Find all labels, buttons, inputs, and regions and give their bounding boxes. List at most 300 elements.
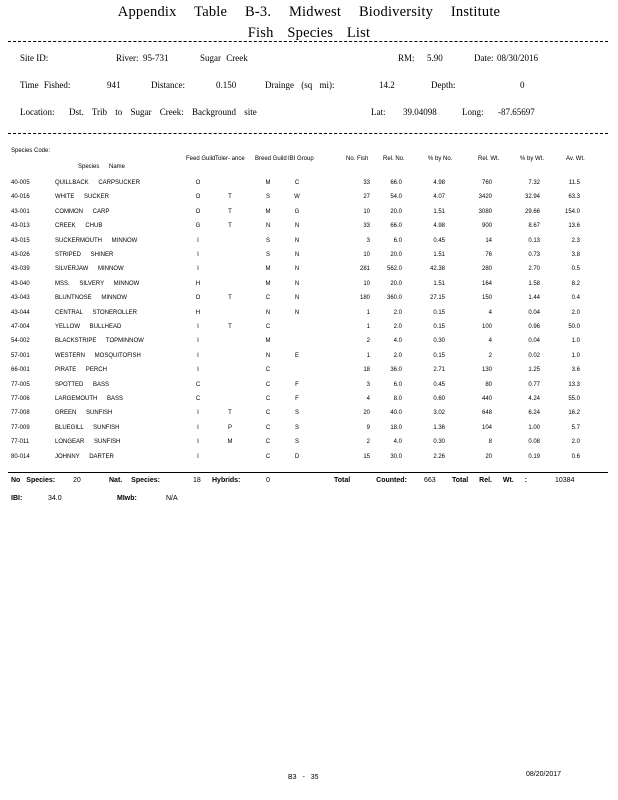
cell-pct-no: 4.98 — [433, 180, 445, 186]
cell-breed-guild: C — [265, 381, 271, 388]
cell-rel-wt: 3420 — [478, 194, 492, 201]
cell-av-wt: 13.6 — [568, 223, 580, 230]
cell-rel-no: 20.0 — [390, 208, 402, 215]
distance-value: 0.150 — [216, 80, 237, 90]
nat-species-label: Nat. Species: — [109, 477, 160, 484]
cell-no-fish: 3 — [366, 237, 370, 244]
cell-species-name: YELLOW BULLHEAD — [55, 324, 122, 330]
cell-av-wt: 154.0 — [564, 208, 580, 215]
cell-av-wt: 13.3 — [568, 381, 580, 388]
cell-pct-no: 0.15 — [433, 352, 445, 359]
cell-av-wt: 5.7 — [571, 424, 580, 431]
header-tol: Toler- ance — [215, 156, 245, 162]
cell-rel-no: 40.0 — [390, 410, 402, 417]
cell-breed-guild: C — [265, 424, 271, 431]
table-bottom-rule — [8, 472, 608, 473]
cell-no-fish: 1 — [366, 324, 370, 330]
header-relno: Rel. No. — [383, 156, 405, 162]
cell-rel-no: 20.0 — [390, 252, 402, 258]
cell-ibi-group: S — [294, 424, 299, 431]
table-row — [0, 395, 618, 405]
cell-no-fish: 1 — [366, 352, 370, 359]
cell-feed-guild: I — [197, 266, 199, 273]
cell-ibi-group: G — [294, 208, 300, 215]
ibi-label: IBI: — [11, 495, 23, 502]
table-row — [0, 409, 618, 419]
cell-breed-guild: C — [265, 453, 271, 460]
cell-breed-guild: M — [265, 208, 271, 215]
print-date: 08/20/2017 — [526, 771, 562, 778]
cell-rel-wt: 8 — [488, 439, 492, 446]
cell-rel-no: 36.0 — [390, 367, 402, 374]
header-breed: Breed Guild — [255, 156, 287, 162]
cell-species-name: CREEK CHUB — [55, 223, 103, 230]
header-relwt: Rel. Wt. — [478, 156, 500, 162]
cell-pct-no: 0.60 — [433, 396, 445, 402]
cell-no-fish: 2 — [366, 439, 370, 446]
cell-code: 57-001 — [11, 352, 30, 359]
total-counted-value: 663 — [424, 477, 436, 484]
cell-breed-guild: N — [265, 223, 271, 230]
cell-pct-no: 1.51 — [433, 280, 445, 287]
cell-pct-no: 0.45 — [433, 381, 445, 388]
cell-species-name: COMMON CARP — [55, 208, 110, 215]
date-value: 08/30/2016 — [497, 53, 539, 63]
long-value: -87.65697 — [498, 107, 535, 117]
cell-code: 77-011 — [11, 439, 30, 446]
cell-code: 43-015 — [11, 237, 30, 244]
cell-breed-guild: M — [265, 266, 271, 273]
cell-pct-wt: 0.77 — [528, 381, 540, 388]
cell-no-fish: 15 — [363, 453, 370, 460]
cell-species-name: SPOTTED BASS — [55, 381, 110, 388]
cell-breed-guild: M — [265, 338, 271, 345]
cell-feed-guild: I — [197, 453, 199, 460]
distance-label: Distance: — [151, 80, 185, 90]
table-row — [0, 438, 618, 448]
cell-pct-no: 4.07 — [433, 194, 445, 201]
cell-rel-no: 2.0 — [393, 309, 402, 316]
cell-breed-guild: C — [265, 324, 271, 330]
report-subtitle: Fish Species List — [247, 25, 371, 41]
cell-av-wt: 0.5 — [571, 266, 580, 273]
cell-species-name: JOHNNY DARTER — [55, 453, 114, 460]
cell-rel-no: 6.0 — [393, 237, 402, 244]
cell-pct-wt: 0.08 — [528, 439, 540, 446]
cell-ibi-group: N — [294, 252, 300, 258]
cell-rel-wt: 760 — [481, 180, 492, 186]
cell-species-name: WESTERN MOSQUITOFISH — [55, 352, 141, 359]
cell-rel-wt: 20 — [485, 453, 492, 460]
cell-feed-guild: G — [195, 223, 201, 230]
header-pctwt: % by Wt. — [520, 156, 545, 162]
cell-av-wt: 63.3 — [568, 194, 580, 201]
cell-tolerance: T — [228, 223, 232, 230]
cell-ibi-group: S — [294, 410, 299, 417]
cell-rel-no: 360.0 — [386, 295, 402, 302]
cell-pct-no: 27.15 — [429, 295, 445, 302]
cell-ibi-group: N — [294, 309, 300, 316]
cell-no-fish: 20 — [363, 410, 370, 417]
cell-pct-wt: 8.67 — [528, 223, 540, 230]
cell-ibi-group: N — [294, 237, 300, 244]
cell-tolerance: M — [227, 439, 233, 446]
cell-feed-guild: I — [197, 410, 199, 417]
location-value: Dst. Trib to Sugar Creek: Background site — [69, 107, 257, 117]
cell-breed-guild: M — [265, 180, 271, 186]
cell-code: 54-002 — [11, 338, 30, 345]
cell-species-name: BLUNTNOSE MINNOW — [55, 295, 128, 302]
cell-feed-guild: I — [197, 338, 199, 345]
cell-breed-guild: C — [265, 295, 271, 302]
cell-no-fish: 10 — [363, 208, 370, 215]
cell-feed-guild: H — [195, 309, 201, 316]
miwb-value: N/A — [166, 495, 178, 502]
cell-code: 77-006 — [11, 396, 30, 402]
cell-tolerance: T — [228, 410, 232, 417]
table-row — [0, 222, 618, 232]
stream-name: Sugar Creek — [200, 53, 248, 63]
table-row — [0, 337, 618, 347]
cell-species-name: SUCKERMOUTH MINNOW — [55, 237, 138, 244]
cell-pct-wt: 0.04 — [528, 338, 540, 345]
lat-label: Lat: — [371, 107, 386, 117]
table-row — [0, 179, 618, 189]
cell-av-wt: 0.4 — [571, 295, 580, 302]
title-divider — [8, 41, 608, 42]
table-row — [0, 251, 618, 261]
cell-pct-wt: 0.73 — [528, 252, 540, 258]
cell-ibi-group: F — [295, 396, 299, 402]
table-row — [0, 265, 618, 275]
cell-tolerance: T — [228, 194, 232, 201]
cell-feed-guild: I — [197, 439, 199, 446]
cell-pct-wt: 29.66 — [524, 208, 540, 215]
cell-rel-wt: 280 — [481, 266, 492, 273]
cell-pct-no: 2.71 — [433, 367, 445, 374]
cell-code: 66-001 — [11, 367, 30, 374]
cell-pct-no: 1.51 — [433, 208, 445, 215]
cell-pct-wt: 1.58 — [528, 280, 540, 287]
depth-value: 0 — [520, 80, 525, 90]
cell-pct-wt: 0.13 — [528, 237, 540, 244]
river-value: 95-731 — [143, 53, 169, 63]
total-counted-label: Total Counted: — [334, 477, 407, 484]
cell-pct-wt: 32.94 — [524, 194, 540, 201]
cell-species-name: STRIPED SHINER — [55, 252, 114, 258]
cell-rel-wt: 130 — [481, 367, 492, 374]
table-row — [0, 381, 618, 391]
cell-feed-guild: O — [195, 295, 201, 302]
cell-feed-guild: H — [195, 280, 201, 287]
cell-breed-guild: C — [265, 367, 271, 374]
drainage-value: 14.2 — [379, 80, 395, 90]
cell-species-name: WHITE SUCKER — [55, 194, 110, 201]
cell-code: 77-005 — [11, 381, 30, 388]
cell-rel-no: 8.0 — [393, 396, 402, 402]
cell-species-name: QUILLBACK CARPSUCKER — [55, 180, 141, 186]
time-fished-label: Time Fished: — [20, 80, 71, 90]
site-id-label: Site ID: — [20, 53, 49, 63]
no-species-value: 20 — [73, 477, 81, 484]
cell-pct-no: 0.45 — [433, 237, 445, 244]
header-code: Species Code: — [11, 148, 51, 154]
time-fished-value: 941 — [107, 80, 121, 90]
ibi-value: 34.0 — [48, 495, 62, 502]
cell-rel-wt: 4 — [488, 338, 492, 345]
cell-no-fish: 4 — [366, 396, 370, 402]
cell-no-fish: 281 — [359, 266, 370, 273]
cell-ibi-group: W — [294, 194, 300, 201]
cell-rel-wt: 76 — [485, 252, 492, 258]
cell-pct-no: 1.36 — [433, 424, 445, 431]
header-pctno: % by No. — [428, 156, 453, 162]
table-row — [0, 193, 618, 203]
cell-species-name: BLACKSTRIPE TOPMINNOW — [55, 338, 144, 345]
cell-ibi-group: D — [294, 453, 300, 460]
cell-species-name: BLUEGILL SUNFISH — [55, 424, 120, 431]
cell-rel-no: 30.0 — [390, 453, 402, 460]
cell-ibi-group: F — [295, 381, 299, 388]
cell-breed-guild: S — [265, 237, 270, 244]
cell-av-wt: 50.0 — [568, 324, 580, 330]
table-row — [0, 294, 618, 304]
cell-feed-guild: C — [195, 396, 201, 402]
cell-av-wt: 16.2 — [568, 410, 580, 417]
cell-breed-guild: C — [265, 396, 271, 402]
cell-species-name: CENTRAL STONEROLLER — [55, 309, 138, 316]
total-rel-wt-label: Total Rel. Wt. : — [452, 477, 528, 484]
cell-pct-no: 2.26 — [433, 453, 445, 460]
cell-av-wt: 11.5 — [568, 180, 580, 186]
cell-av-wt: 8.2 — [571, 280, 580, 287]
hybrids-label: Hybrids: — [212, 477, 241, 484]
cell-ibi-group: C — [294, 180, 300, 186]
cell-av-wt: 1.0 — [571, 352, 580, 359]
cell-rel-no: 66.0 — [390, 180, 402, 186]
cell-breed-guild: C — [265, 410, 271, 417]
cell-pct-wt: 0.19 — [528, 453, 540, 460]
cell-code: 43-040 — [11, 280, 30, 287]
cell-pct-no: 0.30 — [433, 338, 445, 345]
cell-species-name: LARGEMOUTH BASS — [55, 396, 124, 402]
table-row — [0, 237, 618, 247]
cell-code: 43-013 — [11, 223, 30, 230]
cell-code: 80-014 — [11, 453, 30, 460]
cell-pct-wt: 0.96 — [528, 324, 540, 330]
table-row — [0, 323, 618, 333]
depth-label: Depth: — [431, 80, 456, 90]
cell-no-fish: 18 — [363, 367, 370, 374]
cell-ibi-group: S — [294, 439, 299, 446]
cell-no-fish: 2 — [366, 338, 370, 345]
cell-rel-wt: 648 — [481, 410, 492, 417]
rm-label: RM: — [398, 53, 415, 63]
cell-code: 43-039 — [11, 266, 30, 273]
hybrids-value: 0 — [266, 477, 270, 484]
cell-av-wt: 3.6 — [571, 367, 580, 374]
cell-pct-no: 3.02 — [433, 410, 445, 417]
cell-rel-wt: 80 — [485, 381, 492, 388]
cell-rel-wt: 3080 — [478, 208, 492, 215]
cell-species-name: PIRATE PERCH — [55, 367, 107, 374]
cell-pct-wt: 4.24 — [528, 396, 540, 402]
table-row — [0, 453, 618, 463]
cell-av-wt: 2.0 — [571, 309, 580, 316]
table-row — [0, 280, 618, 290]
cell-rel-wt: 104 — [481, 424, 492, 431]
cell-ibi-group: N — [294, 280, 300, 287]
header-nofish: No. Fish — [346, 156, 369, 162]
cell-rel-wt: 2 — [488, 352, 492, 359]
page-number: B3 - 35 — [288, 774, 319, 781]
cell-av-wt: 1.0 — [571, 338, 580, 345]
cell-breed-guild: N — [265, 309, 271, 316]
lat-value: 39.04098 — [403, 107, 437, 117]
header-avwt: Av. Wt. — [566, 156, 585, 162]
cell-rel-wt: 900 — [481, 223, 492, 230]
cell-tolerance: P — [227, 424, 232, 431]
cell-breed-guild: S — [265, 252, 270, 258]
cell-feed-guild: I — [197, 252, 199, 258]
cell-feed-guild: O — [195, 180, 201, 186]
cell-pct-wt: 0.02 — [528, 352, 540, 359]
cell-rel-wt: 14 — [485, 237, 492, 244]
table-row — [0, 424, 618, 434]
drainage-label: Drainge (sq mi): — [265, 80, 335, 90]
total-rel-wt-value: 10384 — [555, 477, 575, 484]
cell-rel-no: 66.0 — [390, 223, 402, 230]
cell-pct-wt: 1.25 — [528, 367, 540, 374]
cell-no-fish: 10 — [363, 252, 370, 258]
cell-av-wt: 2.3 — [571, 237, 580, 244]
table-row — [0, 208, 618, 218]
header-ibi: IBI Group — [288, 156, 314, 162]
cell-no-fish: 33 — [363, 180, 370, 186]
cell-species-name: LONGEAR SUNFISH — [55, 439, 121, 446]
cell-rel-no: 6.0 — [393, 381, 402, 388]
cell-rel-wt: 150 — [481, 295, 492, 302]
cell-rel-no: 54.0 — [390, 194, 402, 201]
cell-pct-wt: 0.04 — [528, 309, 540, 316]
cell-rel-no: 2.0 — [393, 352, 402, 359]
cell-rel-no: 4.0 — [393, 439, 402, 446]
cell-tolerance: T — [228, 208, 232, 215]
cell-ibi-group: E — [294, 352, 299, 359]
table-row — [0, 352, 618, 362]
cell-pct-no: 1.51 — [433, 252, 445, 258]
cell-pct-wt: 1.44 — [528, 295, 540, 302]
cell-tolerance: T — [228, 295, 232, 302]
cell-tolerance: T — [228, 324, 232, 330]
cell-pct-no: 0.30 — [433, 439, 445, 446]
cell-pct-wt: 6.24 — [528, 410, 540, 417]
cell-pct-wt: 7.32 — [528, 180, 540, 186]
cell-species-name: SILVERJAW MINNOW — [55, 266, 124, 273]
cell-feed-guild: I — [197, 367, 199, 374]
cell-breed-guild: S — [265, 194, 270, 201]
cell-breed-guild: M — [265, 280, 271, 287]
cell-ibi-group: N — [294, 295, 300, 302]
cell-feed-guild: C — [195, 381, 201, 388]
header-feed: Feed Guild — [186, 156, 216, 162]
cell-code: 43-043 — [11, 295, 30, 302]
cell-av-wt: 2.0 — [571, 439, 580, 446]
cell-species-name: GREEN SUNFISH — [55, 410, 113, 417]
cell-code: 77-009 — [11, 424, 30, 431]
cell-feed-guild: I — [197, 352, 199, 359]
cell-pct-wt: 2.70 — [528, 266, 540, 273]
cell-rel-no: 562.0 — [386, 266, 402, 273]
long-label: Long: — [462, 107, 484, 117]
cell-pct-no: 0.15 — [433, 309, 445, 316]
cell-pct-no: 4.98 — [433, 223, 445, 230]
cell-rel-no: 20.0 — [390, 280, 402, 287]
cell-no-fish: 10 — [363, 280, 370, 287]
cell-feed-guild: O — [195, 208, 201, 215]
cell-code: 43-026 — [11, 252, 30, 258]
location-label: Location: — [20, 107, 55, 117]
cell-code: 40-016 — [11, 194, 30, 201]
cell-no-fish: 9 — [366, 424, 370, 431]
cell-no-fish: 180 — [359, 295, 370, 302]
nat-species-value: 18 — [193, 477, 201, 484]
cell-av-wt: 0.6 — [571, 453, 580, 460]
cell-breed-guild: N — [265, 352, 271, 359]
cell-code: 43-044 — [11, 309, 30, 316]
cell-code: 77-008 — [11, 410, 30, 417]
info-divider — [8, 133, 608, 134]
cell-rel-wt: 440 — [481, 396, 492, 402]
cell-feed-guild: O — [195, 194, 201, 201]
cell-pct-no: 42.38 — [429, 266, 445, 273]
cell-feed-guild: I — [197, 324, 199, 330]
cell-species-name: MSS. SILVERY MINNOW — [55, 280, 140, 287]
river-label: River: — [116, 53, 139, 63]
cell-rel-wt: 164 — [481, 280, 492, 287]
rm-value: 5.90 — [427, 53, 443, 63]
cell-no-fish: 33 — [363, 223, 370, 230]
cell-no-fish: 3 — [366, 381, 370, 388]
cell-code: 43-001 — [11, 208, 30, 215]
cell-rel-wt: 100 — [481, 324, 492, 330]
cell-ibi-group: N — [294, 266, 300, 273]
cell-no-fish: 1 — [366, 309, 370, 316]
cell-rel-no: 4.0 — [393, 338, 402, 345]
cell-breed-guild: C — [265, 439, 271, 446]
cell-ibi-group: N — [294, 223, 300, 230]
cell-feed-guild: I — [197, 424, 199, 431]
miwb-label: MIwb: — [117, 495, 137, 502]
cell-no-fish: 27 — [363, 194, 370, 201]
date-label: Date: — [474, 53, 494, 63]
cell-rel-no: 2.0 — [393, 324, 402, 330]
cell-feed-guild: I — [197, 237, 199, 244]
no-species-label: No Species: — [11, 477, 56, 484]
cell-pct-no: 0.15 — [433, 324, 445, 330]
cell-rel-wt: 4 — [488, 309, 492, 316]
cell-rel-no: 18.0 — [390, 424, 402, 431]
cell-code: 47-004 — [11, 324, 30, 330]
cell-pct-wt: 1.00 — [528, 424, 540, 431]
cell-code: 40-005 — [11, 180, 30, 186]
report-title: Appendix Table B-3. Midwest Biodiversity Institute — [117, 4, 501, 20]
cell-av-wt: 3.8 — [571, 252, 580, 258]
header-name: Species Name — [78, 164, 126, 170]
table-row — [0, 366, 618, 376]
cell-av-wt: 55.0 — [568, 396, 580, 402]
table-row — [0, 309, 618, 319]
